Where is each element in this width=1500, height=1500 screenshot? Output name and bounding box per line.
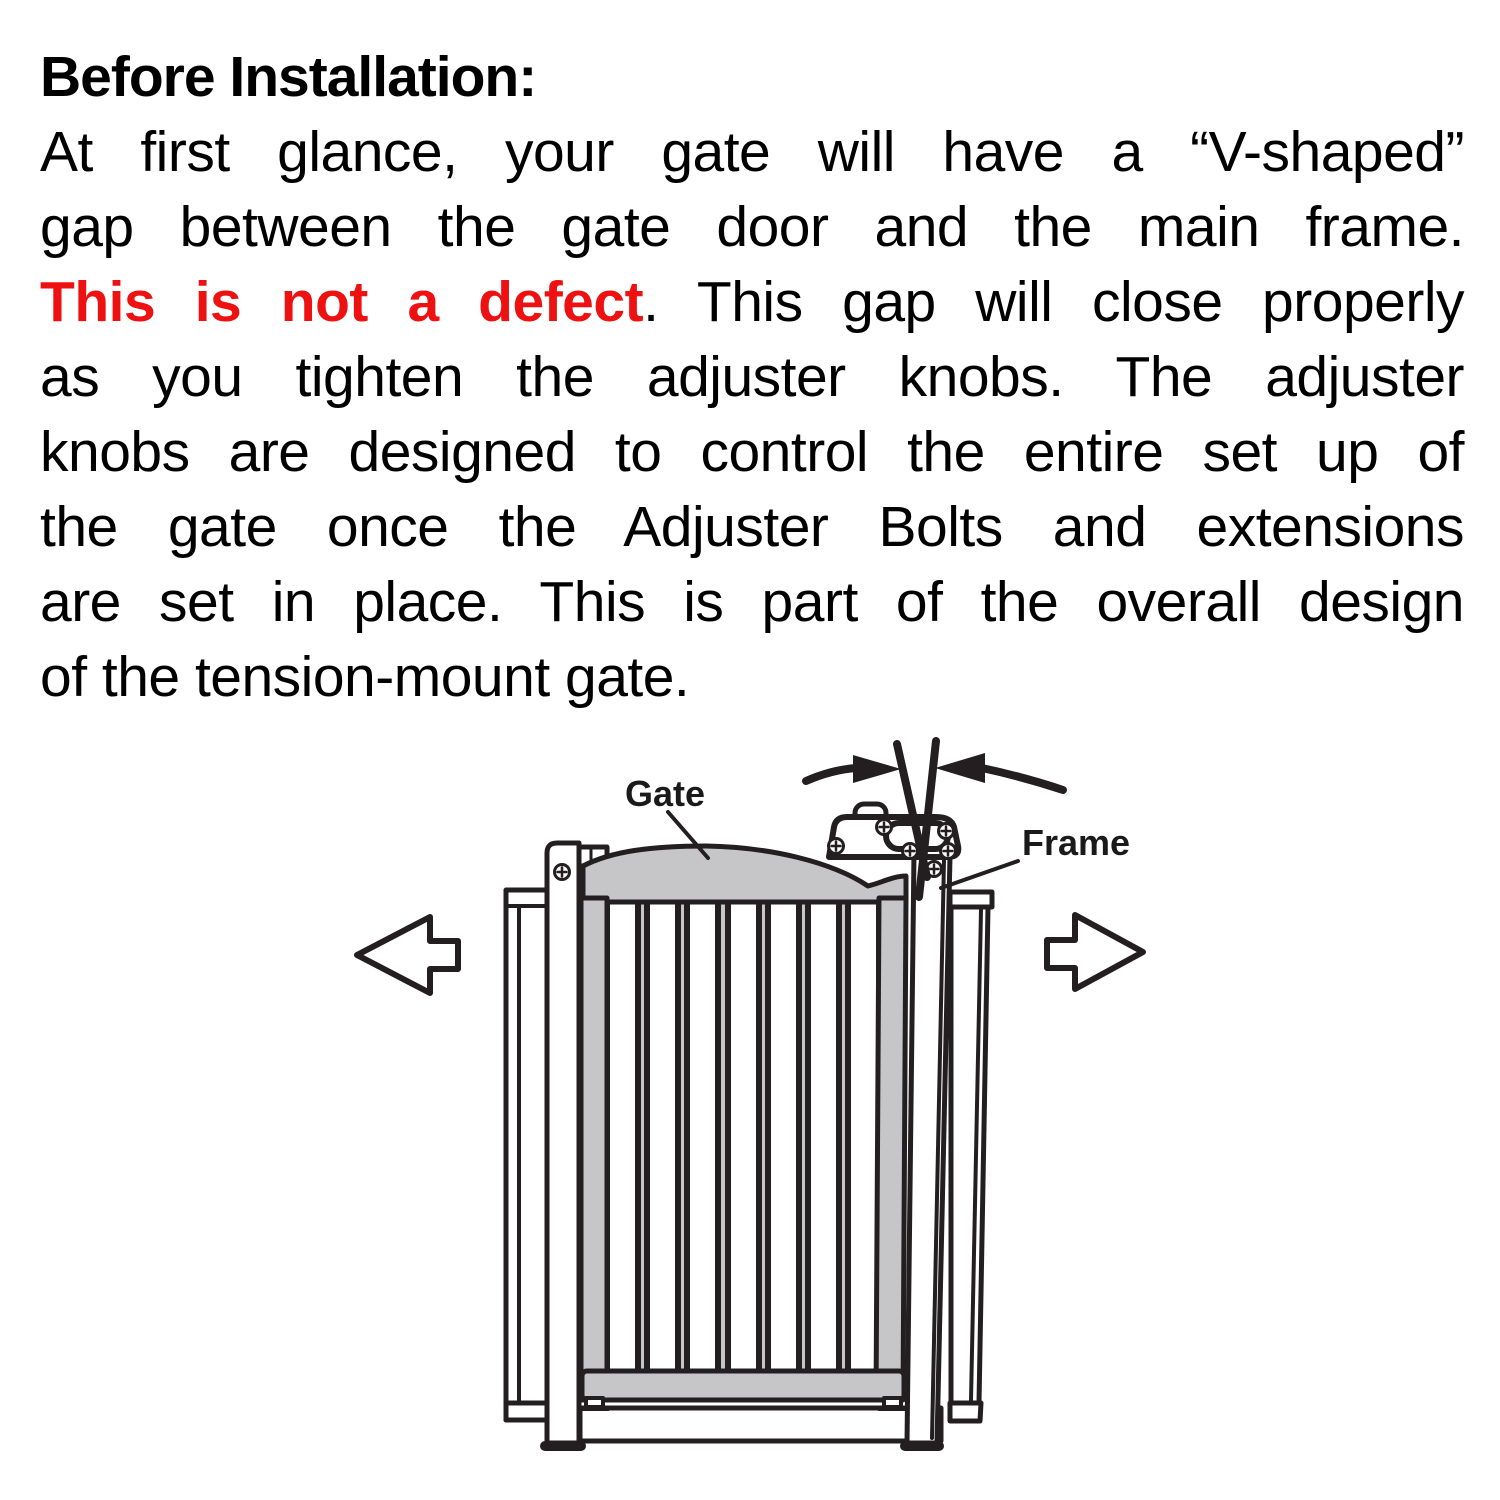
- gate-door: [581, 846, 906, 1409]
- before-installation-section: [40, 0, 1464, 715]
- gate-pointer-line: [668, 812, 708, 858]
- gate-bottom-rail: [582, 1371, 904, 1400]
- paragraph-line: [40, 640, 1464, 715]
- frame-pointer-line: [941, 861, 1018, 888]
- gap-indicator: [806, 741, 1063, 897]
- paragraph-text: gap between the gate door and the main frame.: [40, 195, 1464, 259]
- latch-housing: [829, 804, 959, 877]
- frame-bottom-bar: [580, 1408, 941, 1441]
- not-a-defect-emphasis: This is not a defect: [40, 270, 644, 334]
- gate-arch-rail: [583, 846, 906, 902]
- paragraph-line: [40, 115, 1464, 190]
- gate-slats: [607, 900, 879, 1373]
- frame-left-post: [545, 843, 607, 1446]
- gate-left-stile: [581, 898, 607, 1400]
- dimension-arrowhead-right: [935, 753, 985, 783]
- frame-left-panel: [506, 890, 550, 1420]
- tension-arrow-left-icon: [357, 917, 458, 993]
- paragraph-text: of the tension-mount gate.: [40, 645, 690, 709]
- intro-paragraph: [40, 115, 1464, 715]
- paragraph-text: knobs are designed to control the entire set up of: [40, 420, 1464, 484]
- paragraph-text: are set in place. This is part of the overall design: [40, 570, 1464, 634]
- paragraph-text: At first glance, your gate will have a “V-shaped”: [40, 120, 1464, 184]
- frame-right-post: [905, 853, 950, 1446]
- section-heading: Before Installation:: [40, 45, 537, 109]
- paragraph-text: . This gap will close properly: [643, 270, 1464, 334]
- dimension-arrowhead-left: [853, 755, 901, 783]
- gate-feet: [581, 1398, 906, 1409]
- gate-right-stile: [876, 898, 906, 1400]
- paragraph-line: [40, 190, 1464, 265]
- paragraph-line: [40, 415, 1464, 490]
- paragraph-line: [40, 340, 1464, 415]
- tension-arrow-right-icon: [1047, 915, 1143, 989]
- frame-label: Frame: [1022, 822, 1131, 863]
- paragraph-text: as you tighten the adjuster knobs. The adjuster: [40, 345, 1464, 409]
- paragraph-line: [40, 490, 1464, 565]
- paragraph-text: the gate once the Adjuster Bolts and extensions: [40, 495, 1464, 559]
- frame-right-panel: [950, 892, 992, 1421]
- paragraph-line: [40, 265, 1464, 340]
- paragraph-line: [40, 565, 1464, 640]
- gate-label: Gate: [625, 773, 706, 814]
